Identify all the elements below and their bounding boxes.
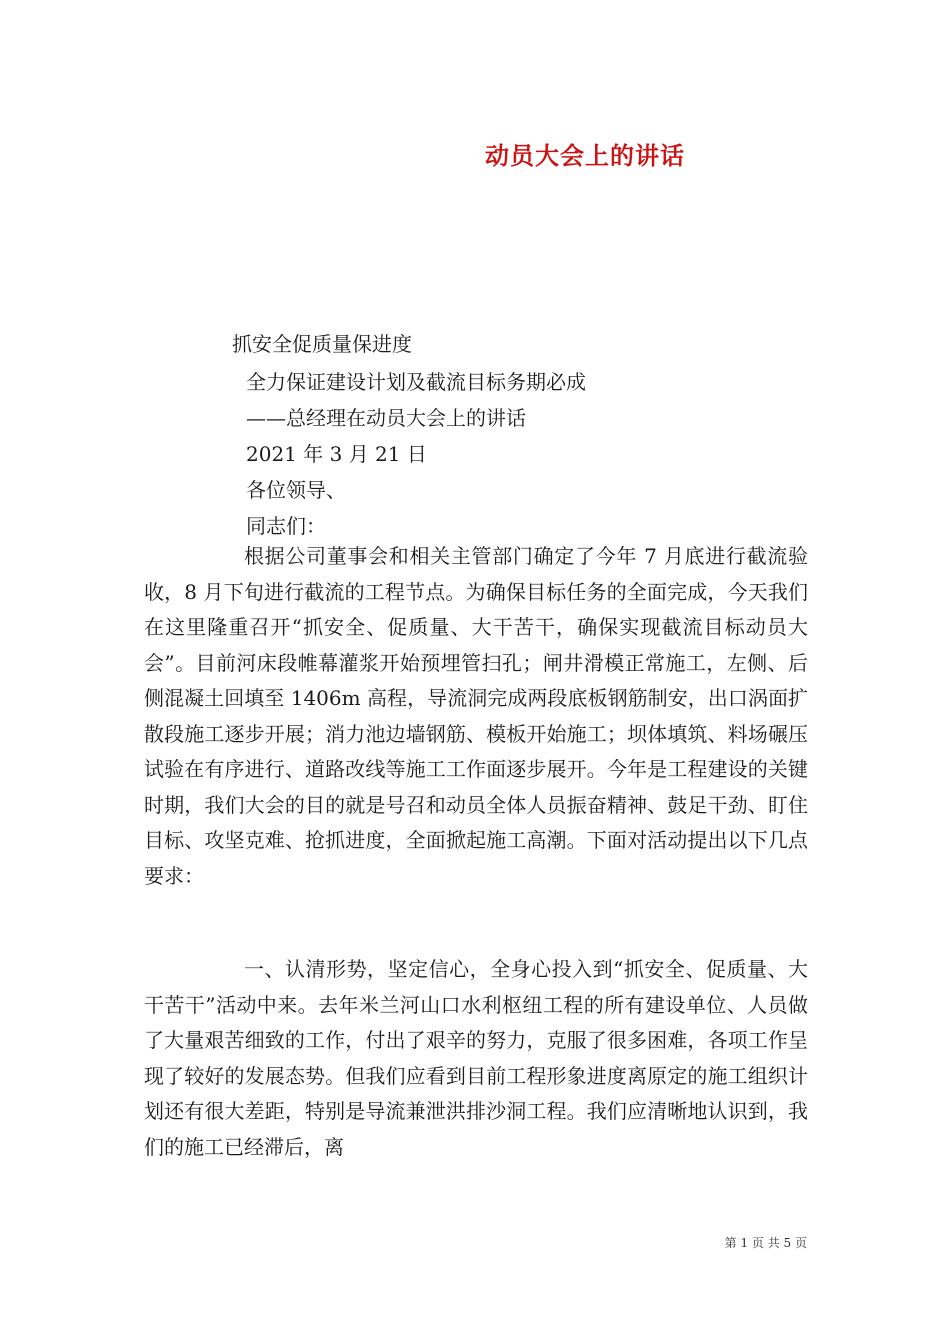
speaker-line: ——总经理在动员大会上的讲话 bbox=[246, 406, 526, 430]
salutation-line: 各位领导、 bbox=[246, 478, 346, 502]
subtitle-line: 全力保证建设计划及截流目标务期必成 bbox=[246, 370, 586, 394]
date-line: 2021 年 3 月 21 日 bbox=[246, 442, 427, 466]
subtitle-line: 抓安全促质量保进度 bbox=[232, 332, 412, 356]
page-footer: 第 1 页 共 5 页 bbox=[724, 1236, 807, 1250]
document-title: 动员大会上的讲话 bbox=[485, 142, 685, 170]
body-paragraph: 一、认清形势，坚定信心，全身心投入到“抓安全、促质量、大干苦干”活动中来。去年米兰河山口水利枢纽工程的所有建设单位、人员做了大量艰苦细致的工作，付出了艰辛的努力，克服了很多困难，各项工作呈现了较好的发展态势。但我们应看到目前工程形象进度离原定的施工组织计划还有很大差距，特别是导流兼泄洪排沙洞工程。我们应清晰地认识到，我们的施工已经滞后，离 bbox=[144, 957, 808, 1159]
body-paragraph: 根据公司董事会和相关主管部门确定了今年 7 月底进行截流验收，8 月下旬进行截流的工程节点。为确保目标任务的全面完成，今天我们在这里隆重召开“抓安全、促质量、大干苦干，确保实现截流目标动员大会”。目前河床段帷幕灌浆开始预埋管扫孔；闸井滑模正常施工，左侧、后侧混凝土回填至 1406m 高程，导流洞完成两段底板钢筋制安，出口涡面扩散段施工逐步开展；消力池边墙钢筋、模板开始施工；坝体填筑、料场碾压试验在有序进行、道路改线等施工工作面逐步展开。今年是工程建设的关键时期，我们大会的目的就是号召和动员全体人员振奋精神、鼓足干劲、盯住目标、攻坚克难、抢抓进度，全面掀起施工高潮。下面对活动提出以下几点要求： bbox=[144, 544, 808, 888]
salutation-line: 同志们： bbox=[246, 514, 326, 538]
